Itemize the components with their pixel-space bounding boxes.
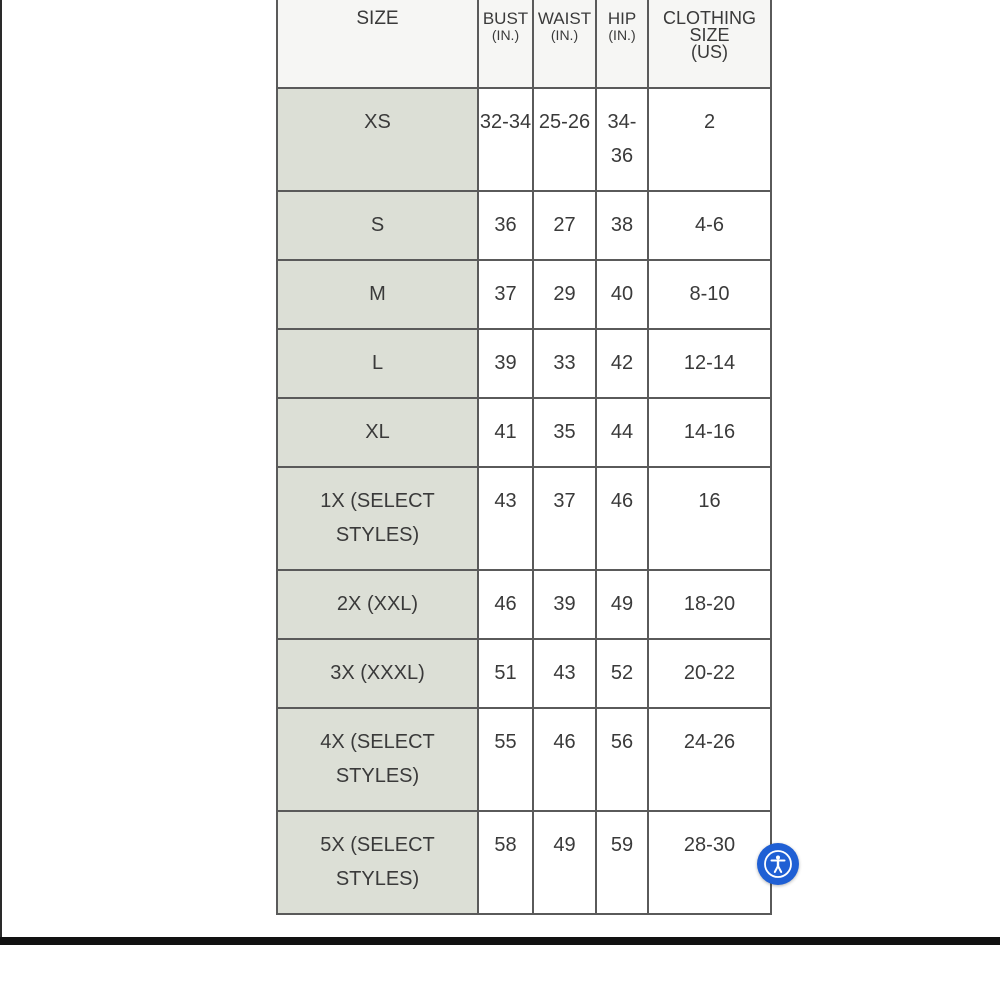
clothing-size-cell: 12-14 bbox=[648, 329, 771, 398]
size-cell: 3X (XXXL) bbox=[277, 639, 478, 708]
page-left-border bbox=[0, 0, 2, 940]
header-size: SIZE bbox=[277, 0, 478, 88]
hip-cell: 42 bbox=[596, 329, 648, 398]
hip-cell: 56 bbox=[596, 708, 648, 811]
clothing-size-cell: 20-22 bbox=[648, 639, 771, 708]
header-hip-unit: (IN.) bbox=[608, 27, 636, 43]
hip-cell: 52 bbox=[596, 639, 648, 708]
accessibility-button[interactable] bbox=[757, 843, 799, 885]
size-cell: S bbox=[277, 191, 478, 260]
header-clothing-line3: (US) bbox=[691, 42, 728, 62]
table-row bbox=[277, 260, 771, 329]
header-clothing-line1: CLOTHING bbox=[662, 8, 756, 28]
header-waist-label: WAIST bbox=[537, 9, 592, 28]
accessibility-icon bbox=[763, 849, 793, 879]
hip-cell: 44 bbox=[596, 398, 648, 467]
waist-cell: 39 bbox=[533, 570, 596, 639]
hip-cell: 49 bbox=[596, 570, 648, 639]
header-row bbox=[277, 0, 771, 88]
clothing-size-cell: 18-20 bbox=[648, 570, 771, 639]
bust-cell: 41 bbox=[478, 398, 533, 467]
size-cell: 1X (SELECT STYLES) bbox=[277, 467, 478, 570]
size-cell: M bbox=[277, 260, 478, 329]
waist-cell: 25-26 bbox=[533, 88, 596, 191]
header-bust-unit: (IN.) bbox=[491, 27, 520, 43]
bust-cell: 55 bbox=[478, 708, 533, 811]
bust-cell: 36 bbox=[478, 191, 533, 260]
bottom-divider-bar bbox=[0, 937, 1000, 945]
header-waist bbox=[533, 0, 596, 88]
waist-cell: 49 bbox=[533, 811, 596, 914]
header-waist-unit: (IN.) bbox=[550, 27, 579, 43]
size-cell: XL bbox=[277, 398, 478, 467]
clothing-size-cell: 4-6 bbox=[648, 191, 771, 260]
size-cell: L bbox=[277, 329, 478, 398]
waist-cell: 37 bbox=[533, 467, 596, 570]
table-row bbox=[277, 398, 771, 467]
hip-cell: 34-36 bbox=[596, 88, 648, 191]
clothing-size-cell: 28-30 bbox=[648, 811, 771, 914]
waist-cell: 27 bbox=[533, 191, 596, 260]
header-bust bbox=[478, 0, 533, 88]
size-cell: 5X (SELECT STYLES) bbox=[277, 811, 478, 914]
table-row bbox=[277, 191, 771, 260]
size-chart-table bbox=[276, 0, 772, 915]
hip-cell: 59 bbox=[596, 811, 648, 914]
bust-cell: 58 bbox=[478, 811, 533, 914]
clothing-size-cell: 2 bbox=[648, 88, 771, 191]
waist-cell: 29 bbox=[533, 260, 596, 329]
bust-cell: 51 bbox=[478, 639, 533, 708]
clothing-size-cell: 14-16 bbox=[648, 398, 771, 467]
waist-cell: 33 bbox=[533, 329, 596, 398]
table-row bbox=[277, 639, 771, 708]
hip-cell: 46 bbox=[596, 467, 648, 570]
table-row bbox=[277, 467, 771, 570]
clothing-size-cell: 24-26 bbox=[648, 708, 771, 811]
header-hip bbox=[596, 0, 648, 88]
waist-cell: 46 bbox=[533, 708, 596, 811]
bust-cell: 46 bbox=[478, 570, 533, 639]
hip-cell: 40 bbox=[596, 260, 648, 329]
clothing-size-cell: 8-10 bbox=[648, 260, 771, 329]
bust-cell: 39 bbox=[478, 329, 533, 398]
bust-cell: 43 bbox=[478, 467, 533, 570]
size-cell: XS bbox=[277, 88, 478, 191]
clothing-size-cell: 16 bbox=[648, 467, 771, 570]
hip-cell: 38 bbox=[596, 191, 648, 260]
table-row bbox=[277, 329, 771, 398]
table-row bbox=[277, 88, 771, 191]
bust-cell: 32-34 bbox=[478, 88, 533, 191]
header-clothing-line2: SIZE bbox=[689, 25, 730, 45]
header-bust-label: BUST bbox=[482, 9, 529, 28]
table-row bbox=[277, 708, 771, 811]
bust-cell: 37 bbox=[478, 260, 533, 329]
waist-cell: 43 bbox=[533, 639, 596, 708]
header-clothing-size bbox=[648, 0, 771, 88]
header-hip-label: HIP bbox=[607, 9, 637, 28]
table-row bbox=[277, 570, 771, 639]
size-cell: 2X (XXL) bbox=[277, 570, 478, 639]
waist-cell: 35 bbox=[533, 398, 596, 467]
table-row bbox=[277, 811, 771, 914]
size-cell: 4X (SELECT STYLES) bbox=[277, 708, 478, 811]
